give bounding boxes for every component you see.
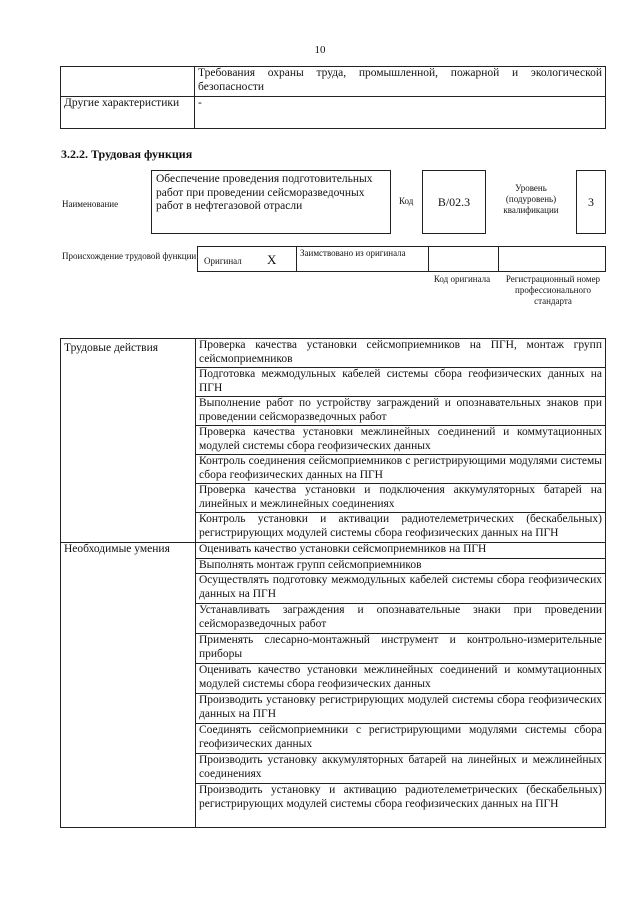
row-label bbox=[61, 67, 195, 97]
original-mark: X bbox=[267, 252, 277, 267]
skill-item: Производить установку аккумуляторных батарей на линейных и межлинейных соединениях bbox=[196, 754, 606, 784]
function-name-box bbox=[151, 170, 391, 234]
skill-item: Осуществлять подготовку межмодульных кабелей системы сбора геофизических данных на ПГН bbox=[196, 574, 606, 604]
code-box bbox=[422, 170, 486, 234]
origin-divider bbox=[296, 247, 297, 271]
skill-item: Соединять сейсмоприемники с регистрирующими модулями системы сбора геофизических данных bbox=[196, 724, 606, 754]
table-row bbox=[61, 339, 606, 368]
code-label: Код bbox=[399, 196, 414, 206]
function-name: Обеспечение проведения подготовительных работ при проведении сейсморазведочных работ в нефтегазовой отрасли bbox=[156, 173, 373, 212]
action-item: Проверка качества установки и подключения аккумуляторных батарей на линейных и межлинейных соединениях bbox=[196, 484, 606, 513]
action-item: Контроль установки и активации радиотелеметрических (бескабельных) регистрирующих модулей системы сбора геофизических данных на ПГН bbox=[196, 513, 606, 543]
page-number: 10 bbox=[314, 44, 326, 56]
action-item: Проверка качества установки межлинейных соединений и коммутационных модулей системы сбора геофизических данных bbox=[196, 426, 606, 455]
skill-item: Оценивать качество установки межлинейных соединений и коммутационных модулей системы сбора геофизических данных bbox=[196, 664, 606, 694]
row-value: - bbox=[195, 97, 606, 129]
origin-label: Происхождение трудовой функции bbox=[62, 251, 197, 261]
borrowed-label: Заимствовано из оригинала bbox=[300, 248, 406, 258]
skills-label: Необходимые умения bbox=[61, 543, 196, 828]
reg-caption: Регистрационный номер профессионального стандарта bbox=[505, 274, 601, 306]
table-row bbox=[61, 67, 606, 97]
action-item: Подготовка межмодульных кабелей системы сбора геофизических данных на ПГН bbox=[196, 368, 606, 397]
top-table bbox=[60, 66, 606, 129]
skill-item: Производить установку и активацию радиотелеметрических (бескабельных) регистрирующих модулей системы сбора геофизических данных на ПГН bbox=[196, 784, 606, 828]
level-box bbox=[576, 170, 606, 234]
action-item: Контроль соединения сейсмоприемников с регистрирующими модулями системы сбора геофизических данных на ПГН bbox=[196, 455, 606, 484]
level-value: 3 bbox=[588, 194, 594, 209]
code-value: B/02.3 bbox=[437, 194, 471, 209]
code-caption: Код оригинала bbox=[433, 274, 491, 284]
main-table bbox=[60, 338, 606, 828]
row-label: Другие характеристики bbox=[61, 97, 195, 129]
origin-divider bbox=[428, 247, 429, 271]
skill-item: Производить установку регистрирующих модулей системы сбора геофизических данных на ПГН bbox=[196, 694, 606, 724]
action-item: Проверка качества установки сейсмоприемников на ПГН, монтаж групп сейсмоприемников bbox=[196, 339, 606, 368]
skill-item: Устанавливать заграждения и опознавательные знаки при проведении сейсморазведочных работ bbox=[196, 604, 606, 634]
row-value: Требования охраны труда, промышленной, пожарной и экологической безопасности bbox=[195, 67, 606, 97]
action-item: Выполнение работ по устройству заграждений и опознавательных знаков при проведении сейсморазведочных работ bbox=[196, 397, 606, 426]
actions-label: Трудовые действия bbox=[61, 339, 196, 543]
skill-item: Выполнять монтаж групп сейсмоприемников bbox=[196, 559, 606, 574]
original-label: Оригинал bbox=[204, 256, 242, 266]
skill-item: Оценивать качество установки сейсмоприемников на ПГН bbox=[196, 543, 606, 559]
table-row bbox=[61, 97, 606, 129]
name-label: Наименование bbox=[62, 199, 119, 209]
origin-divider bbox=[498, 247, 499, 271]
origin-box bbox=[197, 246, 606, 272]
level-label: Уровень (подуровень) квалификации bbox=[503, 183, 559, 215]
table-row bbox=[61, 543, 606, 559]
skill-item: Применять слесарно-монтажный инструмент и контрольно-измерительные приборы bbox=[196, 634, 606, 664]
section-title: 3.2.2. Трудовая функция bbox=[61, 147, 193, 161]
